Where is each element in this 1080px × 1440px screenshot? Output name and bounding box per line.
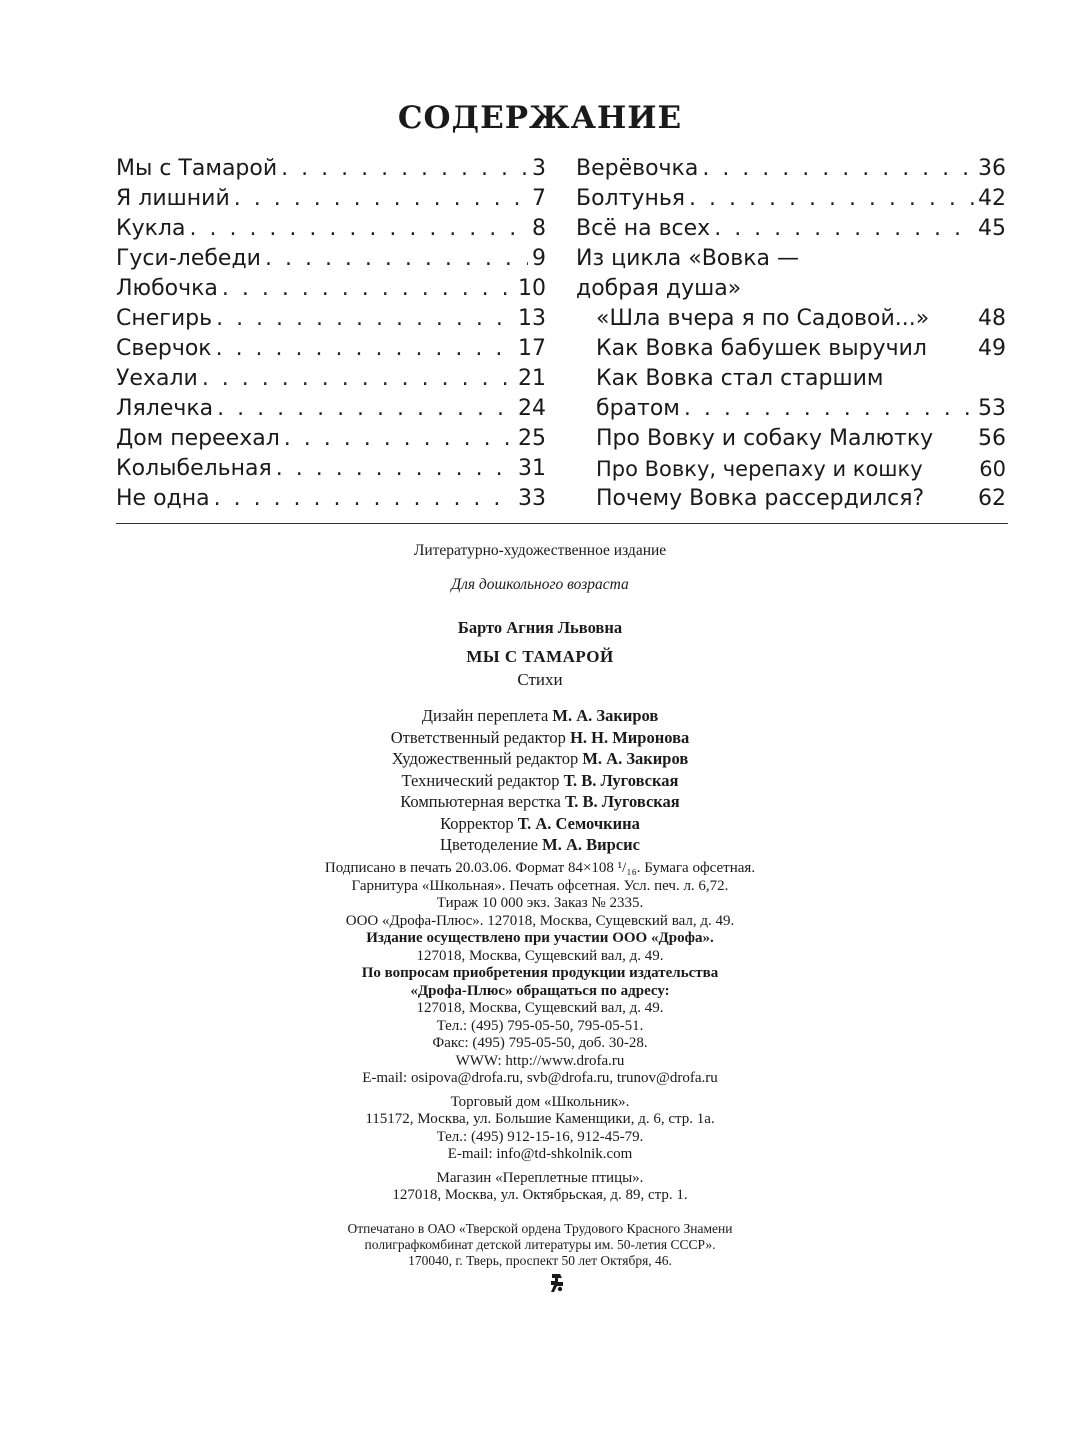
toc-entry-page: 8 bbox=[532, 216, 546, 241]
toc-entry-title: Я лишний bbox=[116, 186, 230, 211]
toc-entry[interactable] bbox=[116, 244, 546, 274]
toc-entry[interactable] bbox=[576, 214, 1006, 244]
credit-line bbox=[0, 813, 1080, 835]
toc-entry-page: 7 bbox=[532, 186, 546, 211]
toc-entry-page: 49 bbox=[978, 336, 1006, 361]
toc-leader bbox=[702, 154, 974, 184]
credit-line bbox=[0, 705, 1080, 727]
toc-entry-title: Любочка bbox=[116, 276, 218, 301]
toc-entry-title: Колыбельная bbox=[116, 456, 272, 481]
toc-entry[interactable] bbox=[116, 394, 546, 424]
signed-line: Подписано в печать 20.03.06. Формат 84×108 ¹/₁₆. Бумага офсетная. bbox=[324, 860, 756, 876]
book-title: МЫ С ТАМАРОЙ bbox=[466, 647, 614, 666]
trade-house-name: Торговый дом «Школьник». bbox=[450, 1093, 630, 1110]
toc-left-column bbox=[116, 154, 546, 514]
toc-entry-page: 60 bbox=[979, 457, 1006, 481]
credit-line bbox=[0, 791, 1080, 813]
credit-name: Т. В. Луговская bbox=[563, 770, 679, 790]
toc-entry[interactable] bbox=[116, 184, 546, 214]
trade-house-email: E-mail: info@td-shkolnik.com bbox=[447, 1146, 633, 1162]
edition-type: Литературно-художественное издание bbox=[413, 542, 667, 559]
toc-entry-page: 10 bbox=[518, 276, 546, 301]
toc-entry[interactable] bbox=[116, 454, 546, 484]
toc-entry-page: 48 bbox=[978, 306, 1006, 331]
toc-entry-title: Как Вовка стал старшим bbox=[596, 366, 884, 391]
credit-line bbox=[0, 770, 1080, 792]
inquiry-address: 127018, Москва, Сущевский вал, д. 49. bbox=[416, 1000, 664, 1016]
toc-entry-page: 9 bbox=[532, 246, 546, 271]
credit-name: Т. А. Семочкина bbox=[517, 813, 640, 833]
toc-entry-title: братом bbox=[596, 396, 680, 421]
toc-entry-title: Сверчок bbox=[116, 336, 212, 361]
toc-right-column bbox=[576, 154, 1006, 514]
toc-entry[interactable] bbox=[116, 154, 546, 184]
toc-entry-title: Мы с Тамарой bbox=[116, 156, 278, 181]
toc-entry-title: Верёвочка bbox=[576, 156, 699, 181]
toc-entry-page: 56 bbox=[978, 426, 1006, 451]
toc-entry-page: 42 bbox=[978, 186, 1006, 211]
toc-entry-line[interactable] bbox=[576, 364, 1006, 394]
toc-entry[interactable] bbox=[116, 484, 546, 514]
toc-entry[interactable] bbox=[576, 154, 1006, 184]
toc-entry[interactable] bbox=[576, 454, 1006, 484]
toc-entry[interactable] bbox=[116, 214, 546, 244]
toc-entry-page: 33 bbox=[518, 486, 546, 511]
inquiry-line: «Дрофа-Плюс» обращаться по адресу: bbox=[410, 982, 670, 999]
toc-entry-page: 3 bbox=[532, 156, 546, 181]
credit-name: М. А. Закиров bbox=[582, 749, 689, 768]
toc-entry-title: Всё на всех bbox=[576, 216, 711, 241]
inquiry-line: По вопросам приобретения продукции издательства bbox=[361, 965, 719, 981]
toc-leader bbox=[714, 214, 974, 244]
credit-line bbox=[0, 834, 1080, 856]
toc-entry[interactable] bbox=[116, 424, 546, 454]
toc-entry-title: Дом переехал bbox=[116, 426, 280, 451]
participation-line: Издание осуществлено при участии ООО «Дрофа». bbox=[366, 930, 714, 946]
credits-block bbox=[0, 705, 1080, 856]
credit-name: Т. В. Луговская bbox=[564, 792, 680, 811]
page-title: СОДЕРЖАНИЕ bbox=[397, 100, 683, 136]
toc-leader bbox=[214, 484, 514, 514]
toc-entry-page: 45 bbox=[978, 216, 1006, 241]
toc-entry[interactable] bbox=[576, 424, 1006, 454]
toc-leader bbox=[276, 454, 514, 484]
credit-role: Ответственный редактор bbox=[390, 727, 566, 747]
toc-section-title: добрая душа» bbox=[576, 276, 742, 301]
toc-leader bbox=[189, 214, 528, 244]
credit-role: Технический редактор bbox=[401, 770, 560, 790]
toc-entry-page: 17 bbox=[518, 336, 546, 361]
credit-name: М. А. Вирсис bbox=[542, 835, 640, 854]
book-genre: Стихи bbox=[517, 670, 563, 689]
toc-leader bbox=[284, 424, 514, 454]
toc-entry[interactable] bbox=[116, 334, 546, 364]
toc-entry-title: Как Вовка бабушек выручил bbox=[596, 336, 927, 361]
fax-line: Факс: (495) 795-05-50, доб. 30-28. bbox=[432, 1035, 648, 1051]
toc-entry-title: Почему Вовка рассердился? bbox=[596, 486, 925, 511]
toc-entry-title: «Шла вчера я по Садовой...» bbox=[596, 306, 930, 331]
toc-entry-page: 31 bbox=[518, 456, 546, 481]
toc-entry[interactable] bbox=[116, 274, 546, 304]
participation-address: 127018, Москва, Сущевский вал, д. 49. bbox=[416, 947, 664, 964]
credit-role: Цветоделение bbox=[440, 835, 538, 854]
toc-leader bbox=[202, 364, 514, 394]
toc-leader bbox=[689, 184, 974, 214]
toc-leader bbox=[222, 274, 514, 304]
toc-entry[interactable] bbox=[116, 364, 546, 394]
credit-role: Дизайн переплета bbox=[421, 706, 549, 725]
toc-entry[interactable] bbox=[576, 304, 1006, 334]
toc-entry-title: Про Вовку, черепаху и кошку bbox=[596, 457, 923, 481]
toc-entry-title: Лялечка bbox=[116, 396, 214, 421]
toc-entry-title: Кукла bbox=[116, 216, 186, 241]
toc-entry[interactable] bbox=[576, 184, 1006, 214]
toc-entry-title: Гуси-лебеди bbox=[116, 246, 261, 271]
toc-entry-page: 21 bbox=[518, 366, 546, 391]
trade-house-address: 115172, Москва, ул. Большие Каменщики, д. 6, стр. 1а. bbox=[365, 1111, 715, 1127]
typeface-line: Гарнитура «Школьная». Печать офсетная. Усл. печ. л. 6,72. bbox=[351, 877, 729, 894]
toc-section-title: Из цикла «Вовка — bbox=[576, 246, 799, 271]
printer-line: Отпечатано в ОАО «Тверской ордена Трудового Красного Знамени bbox=[347, 1221, 733, 1236]
toc-leader bbox=[234, 184, 528, 214]
toc-entry-title: Снегирь bbox=[116, 306, 213, 331]
publisher-line: ООО «Дрофа-Плюс». 127018, Москва, Сущевский вал, д. 49. bbox=[345, 912, 735, 929]
toc-entry-page: 24 bbox=[518, 396, 546, 421]
publication-info bbox=[0, 860, 1080, 1205]
toc-entry-page: 25 bbox=[518, 426, 546, 451]
toc-entry-page: 53 bbox=[978, 396, 1006, 421]
credit-role: Компьютерная верстка bbox=[400, 792, 561, 811]
toc-leader bbox=[216, 334, 514, 364]
toc-leader bbox=[281, 154, 528, 184]
toc-leader bbox=[217, 394, 514, 424]
age-group: Для дошкольного возраста bbox=[451, 576, 629, 593]
credit-name: М. А. Закиров bbox=[552, 706, 659, 725]
credit-line bbox=[0, 727, 1080, 749]
toc-entry-title: Уехали bbox=[116, 366, 198, 391]
toc-entry-page: 13 bbox=[518, 306, 546, 331]
email-line: E-mail: osipova@drofa.ru, svb@drofa.ru, trunov@drofa.ru bbox=[362, 1070, 718, 1086]
toc-entry-title: Не одна bbox=[116, 486, 210, 511]
toc-leader bbox=[265, 244, 528, 274]
credit-role: Корректор bbox=[440, 813, 514, 833]
toc-entry-title: Болтунья bbox=[576, 186, 686, 211]
printer-info bbox=[0, 1221, 1080, 1269]
printer-logo-icon bbox=[548, 1272, 566, 1294]
trade-house-phone: Тел.: (495) 912-15-16, 912-45-79. bbox=[436, 1128, 644, 1145]
printer-line: полиграфкомбинат детской литературы им. 50-летия СССР». bbox=[364, 1237, 716, 1252]
print-run-line: Тираж 10 000 экз. Заказ № 2335. bbox=[436, 895, 644, 911]
printer-address: 170040, г. Тверь, проспект 50 лет Октября, 46. bbox=[408, 1253, 672, 1268]
toc-entry[interactable] bbox=[576, 394, 1006, 424]
shop-address: 127018, Москва, ул. Октябрьская, д. 89, стр. 1. bbox=[392, 1187, 688, 1203]
toc-entry[interactable] bbox=[116, 304, 546, 334]
toc-entry[interactable] bbox=[576, 484, 1006, 514]
toc-entry-title: Про Вовку и собаку Малютку bbox=[596, 426, 934, 451]
toc-leader bbox=[216, 304, 514, 334]
toc-section-heading bbox=[576, 274, 1006, 304]
shop-name: Магазин «Переплетные птицы». bbox=[436, 1169, 644, 1186]
author-name: Барто Агния Львовна bbox=[457, 618, 623, 637]
credit-name: Н. Н. Миронова bbox=[570, 727, 690, 747]
website-line: WWW: http://www.drofa.ru bbox=[455, 1052, 625, 1069]
credit-line bbox=[0, 748, 1080, 770]
toc-entry-page: 62 bbox=[978, 486, 1006, 511]
toc-entry[interactable] bbox=[576, 334, 1006, 364]
phone-line: Тел.: (495) 795-05-50, 795-05-51. bbox=[436, 1017, 644, 1034]
divider bbox=[116, 523, 1008, 524]
credit-role: Художественный редактор bbox=[391, 749, 579, 768]
toc-section-heading bbox=[576, 244, 1006, 274]
toc-leader bbox=[684, 394, 974, 424]
toc-entry-page: 36 bbox=[978, 156, 1006, 181]
